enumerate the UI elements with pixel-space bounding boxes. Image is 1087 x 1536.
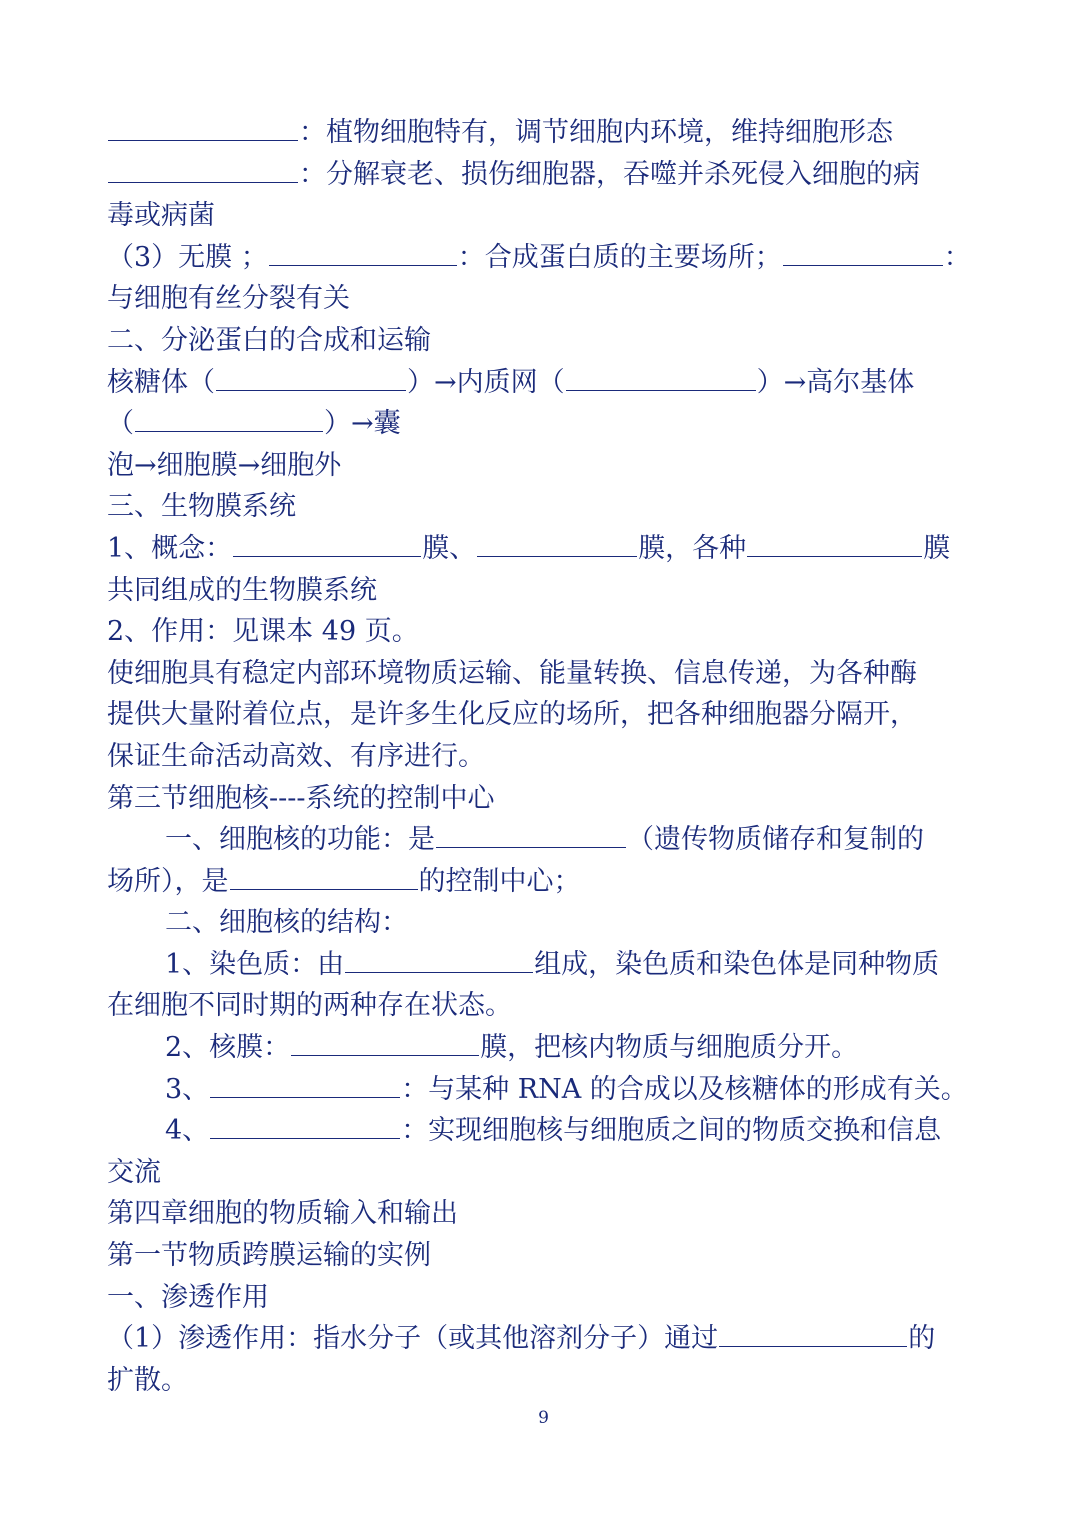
fill-blank[interactable] xyxy=(783,243,943,266)
section-heading: 三、生物膜系统 xyxy=(107,491,296,523)
text-line-19: 场所），是 的控制中心； xyxy=(107,865,581,897)
fill-blank[interactable] xyxy=(108,118,298,141)
fill-blank[interactable] xyxy=(345,950,533,973)
text-line-13: 2、作用：见课本 49 页。 xyxy=(107,616,419,648)
text-line-31: 扩散。 xyxy=(107,1364,188,1396)
text-line-2: ：分解衰老、损伤细胞器，吞噬并杀死侵入细胞的病 xyxy=(107,154,987,196)
text-line-7: 核糖体（ ）→内质网（ ）→高尔基体 xyxy=(107,366,915,398)
text-line-4: （3）无膜 ； ：合成蛋白质的主要场所； ： xyxy=(107,241,971,273)
chapter-heading: 第四章细胞的物质输入和输出 xyxy=(107,1198,458,1230)
fill-blank[interactable] xyxy=(108,160,298,183)
fill-blank[interactable] xyxy=(216,368,406,391)
text-line-22: 在细胞不同时期的两种存在状态。 xyxy=(107,990,512,1022)
fill-blank[interactable] xyxy=(230,867,418,890)
text-line-15: 提供大量附着位点，是许多生化反应的场所，把各种细胞器分隔开， xyxy=(107,699,917,731)
text-line-12: 共同组成的生物膜系统 xyxy=(107,574,377,606)
fill-blank[interactable] xyxy=(269,243,457,266)
text-line-14: 使细胞具有稳定内部环境物质运输、能量转换、信息传递，为各种酶 xyxy=(107,657,917,689)
fill-blank[interactable] xyxy=(233,534,421,557)
text-line-11: 1、概念： 膜、 膜，各种 膜 xyxy=(107,532,951,564)
fill-blank[interactable] xyxy=(747,534,922,557)
page-number: 9 xyxy=(538,1408,549,1428)
fill-blank[interactable] xyxy=(135,409,323,432)
section-heading: 第三节细胞核----系统的控制中心 xyxy=(107,782,495,814)
fill-blank[interactable] xyxy=(210,1075,400,1098)
document-body xyxy=(107,112,987,1401)
text-line-3: 毒或病菌 xyxy=(107,200,215,232)
fill-blank[interactable] xyxy=(210,1116,400,1139)
text-line-25: 4、 ：实现细胞核与细胞质之间的物质交换和信息 xyxy=(165,1115,942,1147)
fill-blank[interactable] xyxy=(477,534,637,557)
section-heading: 二、分泌蛋白的合成和运输 xyxy=(107,324,431,356)
text-line-20: 二、细胞核的结构： xyxy=(165,907,408,939)
text-line-21: 1、染色质：由 组成，染色质和染色体是同种物质 xyxy=(165,948,940,980)
section-heading: 第一节物质跨膜运输的实例 xyxy=(107,1240,431,1272)
text-line-1: ：植物细胞特有，调节细胞内环境，维持细胞形态 xyxy=(107,112,987,154)
text-line-23: 2、核膜： 膜，把核内物质与细胞质分开。 xyxy=(165,1032,859,1064)
text-line-24: 3、 ：与某种 RNA 的合成以及核糖体的形成有关。 xyxy=(165,1073,968,1105)
text-line-8: （ ）→囊 xyxy=(107,408,401,440)
fill-blank[interactable] xyxy=(291,1033,479,1056)
fill-blank[interactable] xyxy=(719,1324,907,1347)
text-line-5: 与细胞有丝分裂有关 xyxy=(107,283,350,315)
text-line-30: （1）渗透作用：指水分子（或其他溶剂分子）通过 的 xyxy=(107,1323,936,1355)
fill-blank[interactable] xyxy=(566,368,756,391)
text-line-26: 交流 xyxy=(107,1156,161,1188)
subsection-heading: 一、渗透作用 xyxy=(107,1281,269,1313)
text-line-9: 泡→细胞膜→细胞外 xyxy=(107,449,342,481)
fill-blank[interactable] xyxy=(436,825,626,848)
text-line-18: 一、细胞核的功能：是 （遗传物质储存和复制的 xyxy=(165,824,924,856)
text-line-16: 保证生命活动高效、有序进行。 xyxy=(107,740,485,772)
